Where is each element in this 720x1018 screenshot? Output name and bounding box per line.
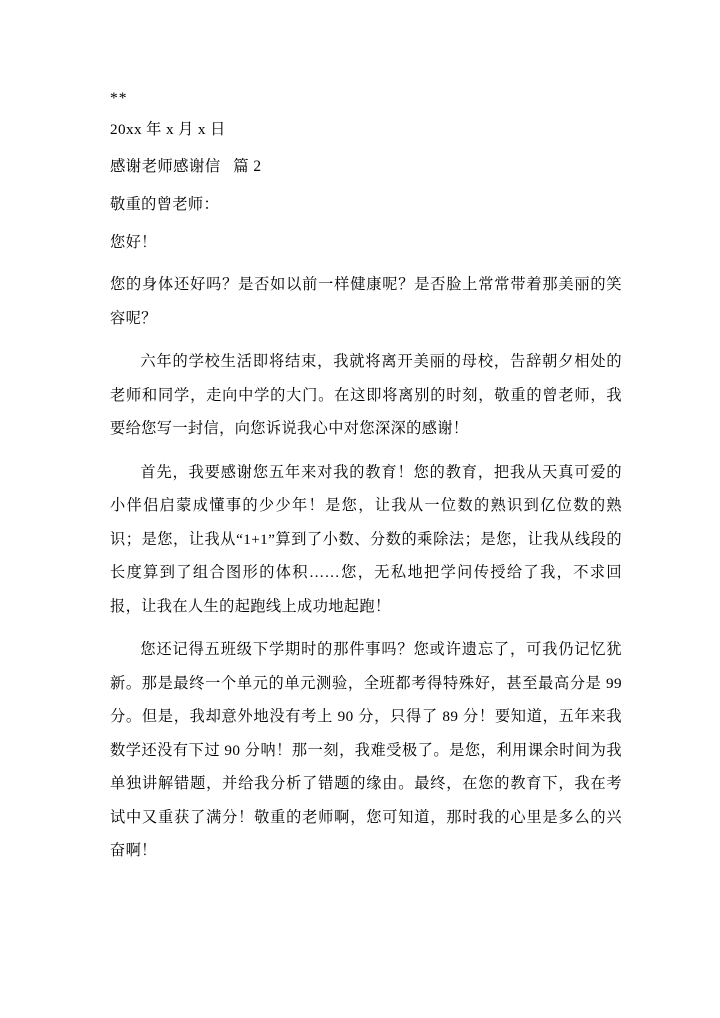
greeting: 您好！	[110, 234, 157, 251]
date-line: 20xx 年 x 月 x 日	[110, 121, 226, 138]
paragraph-4: 您还记得五班级下学期时的那件事吗？您或许遗忘了，可我仍记忆犹新。那是最终一个单元的单元测验，全班都考得特殊好，甚至最高分是 99 分。但是，我却意外地没有考上 90 分，只得了 89 分！要知道，五年来我数学还没有下过 90 分呐！那一刻，我难受极了。是您，利用课余时间为我单独讲解错题，并给我分析了错题的缘由。最终，在您的教育下，我在考试中又重获了满分！敬重的老师啊，您可知道，那时我的心里是多么的兴奋啊！	[110, 641, 627, 859]
section-heading: 感谢老师感谢信 篇 2	[110, 158, 262, 175]
signature-marks: **	[110, 90, 128, 107]
salutation: 敬重的曾老师：	[110, 196, 220, 213]
paragraph-2: 六年的学校生活即将结束，我就将离开美丽的母校，告辞朝夕相处的老师和同学，走向中学的大门。在这即将离别的时刻，敬重的曾老师，我要给您写一封信，向您诉说我心中对您深深的感谢！	[110, 353, 622, 437]
paragraph-1: 您的身体还好吗？是否如以前一样健康呢？是否脸上常常带着那美丽的笑容呢？	[110, 276, 622, 327]
document-body	[110, 86, 627, 868]
paragraph-3: 首先，我要感谢您五年来对我的教育！您的教育，把我从天真可爱的小伴侣启蒙成懂事的少少年！是您，让我从一位数的熟识到亿位数的熟识；是您，让我从“1+1”算到了小数、分数的乘除法；是您，让我从线段的长度算到了组合图形的体积……您，无私地把学问传授给了我，不求回报，让我在人生的起跑线上成功地起跑！	[110, 463, 622, 615]
